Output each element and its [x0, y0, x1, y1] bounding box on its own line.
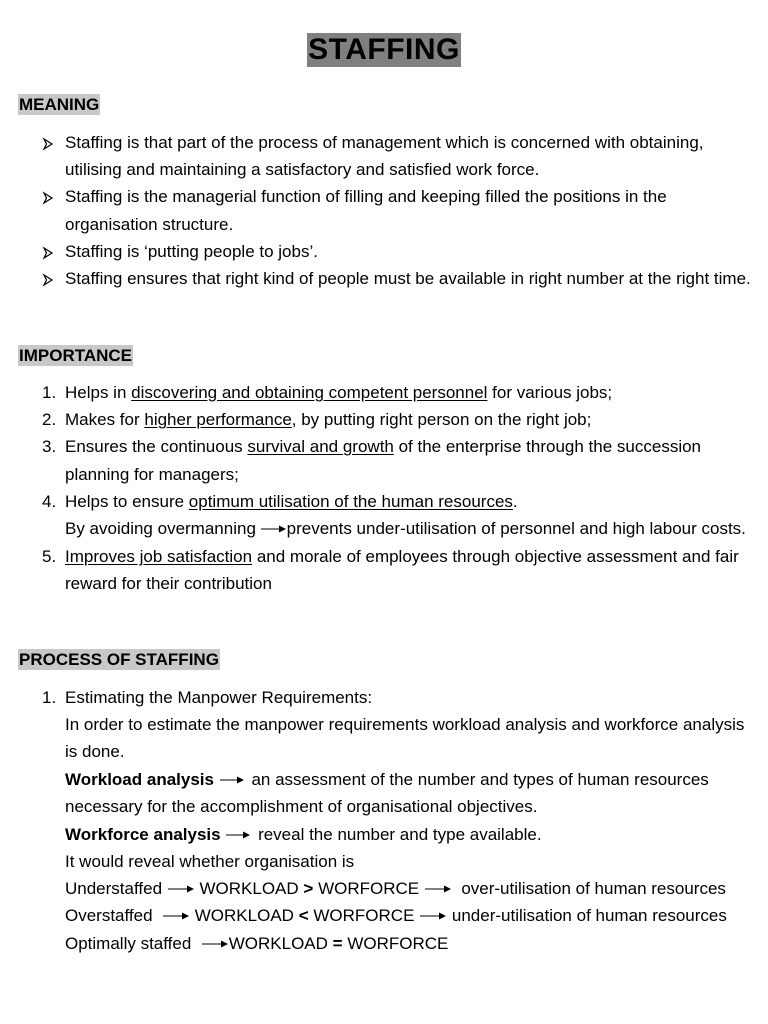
importance-item-2-number: 2.: [42, 410, 57, 429]
arrow-right-icon: [162, 911, 190, 921]
meaning-bullet-1-line-2: utilising and maintaining a satisfactory and satisfied work force.: [65, 160, 540, 179]
importance-item-2-highlight: higher performance: [144, 410, 292, 429]
process-desc-line-1: In order to estimate the manpower requirements workload analysis and workforce analysis: [65, 715, 745, 734]
workload-analysis-line: Workload analysis an assessment of the number and types of human resources: [65, 770, 709, 789]
arrow-right-icon: [419, 911, 447, 921]
importance-item-2: Makes for higher performance, by putting right person on the right job;: [65, 410, 592, 429]
arrow-right-icon: [167, 884, 195, 894]
importance-item-4-number: 4.: [42, 492, 57, 511]
bullet-arrow-icon: [42, 188, 54, 208]
meaning-bullet-2-line-1: Staffing is the managerial function of filling and keeping filled the positions in the: [65, 187, 667, 206]
process-item-1-title: Estimating the Manpower Requirements:: [65, 688, 373, 707]
workload-analysis-line-2: necessary for the accomplishment of organisational objectives.: [65, 797, 538, 816]
staffing-row-understaffed: Understaffed WORKLOAD > WORFORCE over-utilisation of human resources: [65, 879, 726, 898]
importance-item-1: Helps in discovering and obtaining competent personnel for various jobs;: [65, 383, 613, 402]
importance-item-5-number: 5.: [42, 547, 57, 566]
title-wrap: [0, 33, 768, 67]
importance-heading: IMPORTANCE: [19, 346, 133, 365]
workload-analysis-label: Workload analysis: [65, 770, 214, 789]
importance-item-4-highlight: optimum utilisation of the human resources: [188, 492, 513, 511]
workforce-analysis-label: Workforce analysis: [65, 825, 221, 844]
importance-item-1-number: 1.: [42, 383, 57, 402]
arrow-right-icon: [261, 524, 287, 534]
importance-item-5-highlight: Improves job satisfaction: [65, 547, 253, 566]
importance-item-1-highlight: discovering and obtaining competent personnel: [131, 383, 488, 402]
importance-item-3-line-2: planning for managers;: [65, 465, 239, 484]
meaning-heading: MEANING: [19, 95, 100, 114]
arrow-right-icon: [225, 830, 253, 840]
importance-item-3: Ensures the continuous survival and growth of the enterprise through the succession: [65, 437, 702, 456]
importance-item-4-subline: By avoiding overmanning prevents under-utilisation of personnel and high labour costs.: [65, 519, 746, 538]
importance-item-4: Helps to ensure optimum utilisation of the human resources.: [65, 492, 518, 511]
bullet-arrow-icon: [42, 270, 54, 290]
importance-item-5-line-2: reward for their contribution: [65, 574, 272, 593]
staffing-row-overstaffed: Overstaffed WORKLOAD < WORFORCE under-utilisation of human resources: [65, 906, 727, 925]
meaning-bullet-4: Staffing ensures that right kind of people must be available in right number at the right time.: [65, 269, 751, 288]
bullet-arrow-icon: [42, 243, 54, 263]
workforce-analysis-line: Workforce analysis reveal the number and type available.: [65, 825, 542, 844]
meaning-bullet-1-line-1: Staffing is that part of the process of management which is concerned with obtaining,: [65, 133, 704, 152]
meaning-bullet-2-line-2: organisation structure.: [65, 215, 234, 234]
importance-item-5: Improves job satisfaction and morale of employees through objective assessment and fair: [65, 547, 739, 566]
page-title: STAFFING: [308, 33, 460, 66]
importance-item-3-highlight: survival and growth: [247, 437, 394, 456]
reveal-intro: It would reveal whether organisation is: [65, 852, 355, 871]
arrow-right-icon: [219, 775, 247, 785]
process-heading: PROCESS OF STAFFING: [19, 650, 219, 669]
process-item-1-number: 1.: [42, 688, 57, 707]
process-desc-line-2: is done.: [65, 742, 125, 761]
meaning-bullet-3: Staffing is ‘putting people to jobs’.: [65, 242, 318, 261]
arrow-right-icon: [424, 884, 452, 894]
staffing-row-optimal: Optimally staffed WORKLOAD = WORFORCE: [65, 934, 449, 953]
importance-item-3-number: 3.: [42, 437, 57, 456]
bullet-arrow-icon: [42, 134, 54, 154]
arrow-right-icon: [201, 939, 229, 949]
